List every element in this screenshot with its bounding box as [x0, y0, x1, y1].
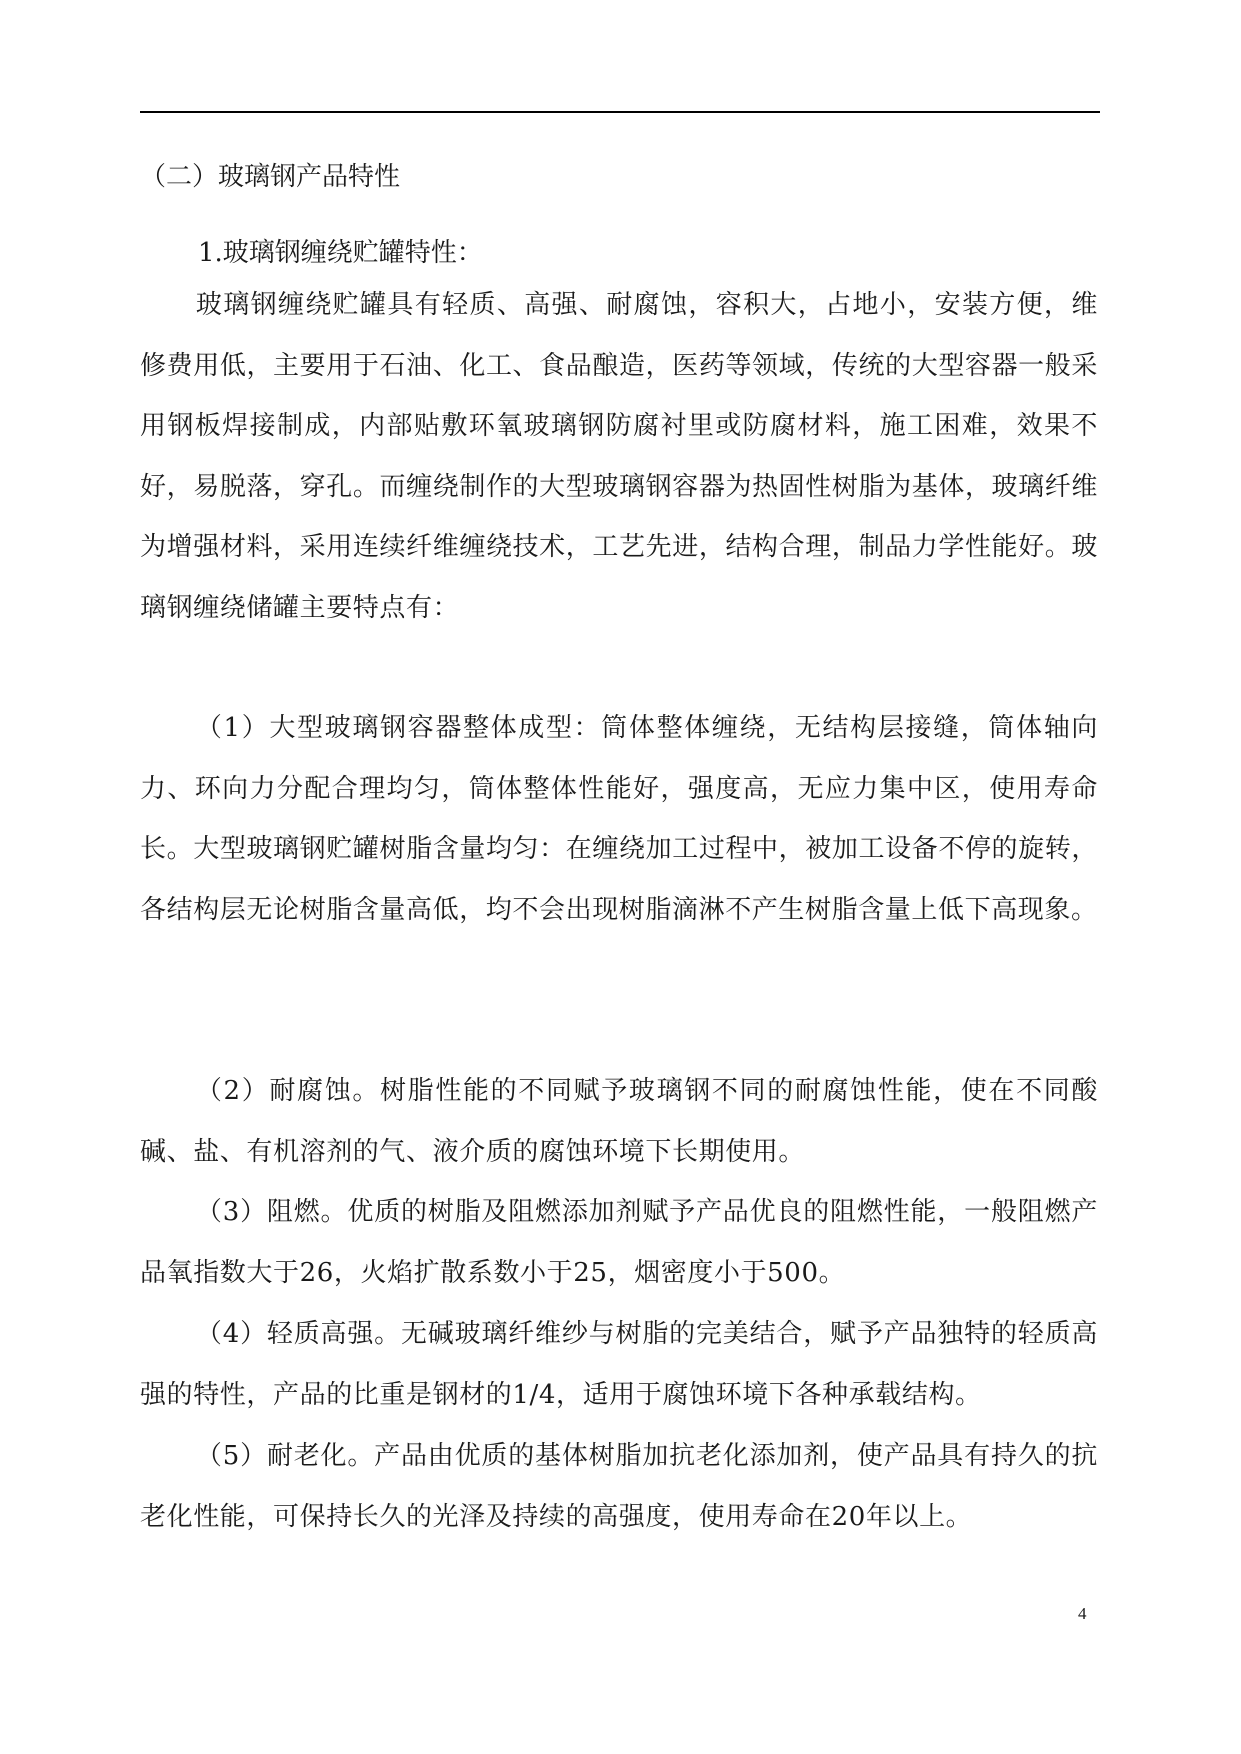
page-number: 4	[1078, 1604, 1087, 1623]
feature-paragraph-anti-aging: （5）耐老化。产品由优质的基体树脂加抗老化添加剂，使产品具有持久的抗老化性能，可保持长久的光泽及持续的高强度，使用寿命在20年以上。	[140, 1441, 1098, 1532]
feature-paragraph-lightweight-strength: （4）轻质高强。无碱玻璃纤维纱与树脂的完美结合，赋予产品独特的轻质高强的特性，产品的比重是钢材的1/4，适用于腐蚀环境下各种承载结构。	[140, 1319, 1098, 1410]
header-rule	[140, 111, 1100, 113]
feature-paragraph-flame-retardant: （3）阻燃。优质的树脂及阻燃添加剂赋予产品优良的阻燃性能，一般阻燃产品氧指数大于26，火焰扩散系数小于25，烟密度小于500。	[140, 1197, 1098, 1288]
feature-paragraph-corrosion-resistance: （2）耐腐蚀。树脂性能的不同赋予玻璃钢不同的耐腐蚀性能，使在不同酸碱、盐、有机溶剂的气、液介质的腐蚀环境下长期使用。	[140, 1076, 1098, 1167]
intro-paragraph: 玻璃钢缠绕贮罐具有轻质、高强、耐腐蚀，容积大，占地小，安装方便，维修费用低，主要用于石油、化工、食品酿造，医药等领域，传统的大型容器一般采用钢板焊接制成，内部贴敷环氧玻璃钢防腐衬里或防腐材料，施工困难，效果不好，易脱落，穿孔。而缠绕制作的大型玻璃钢容器为热固性树脂为基体，玻璃纤维为增强材料，采用连续纤维缠绕技术，工艺先进，结构合理，制品力学性能好。玻璃钢缠绕储罐主要特点有：	[140, 290, 1098, 623]
feature-paragraph-integral-molding: （1）大型玻璃钢容器整体成型：筒体整体缠绕，无结构层接缝，筒体轴向力、环向力分配合理均匀，筒体整体性能好，强度高，无应力集中区，使用寿命长。大型玻璃钢贮罐树脂含量均匀：在缠绕加工过程中，被加工设备不停的旋转，各结构层无论树脂含量高低，均不会出现树脂滴淋不产生树脂含量上低下高现象。	[140, 713, 1098, 925]
subsection-heading: 1.玻璃钢缠绕贮罐特性：	[198, 238, 483, 268]
section-heading: （二）玻璃钢产品特性	[140, 162, 401, 192]
